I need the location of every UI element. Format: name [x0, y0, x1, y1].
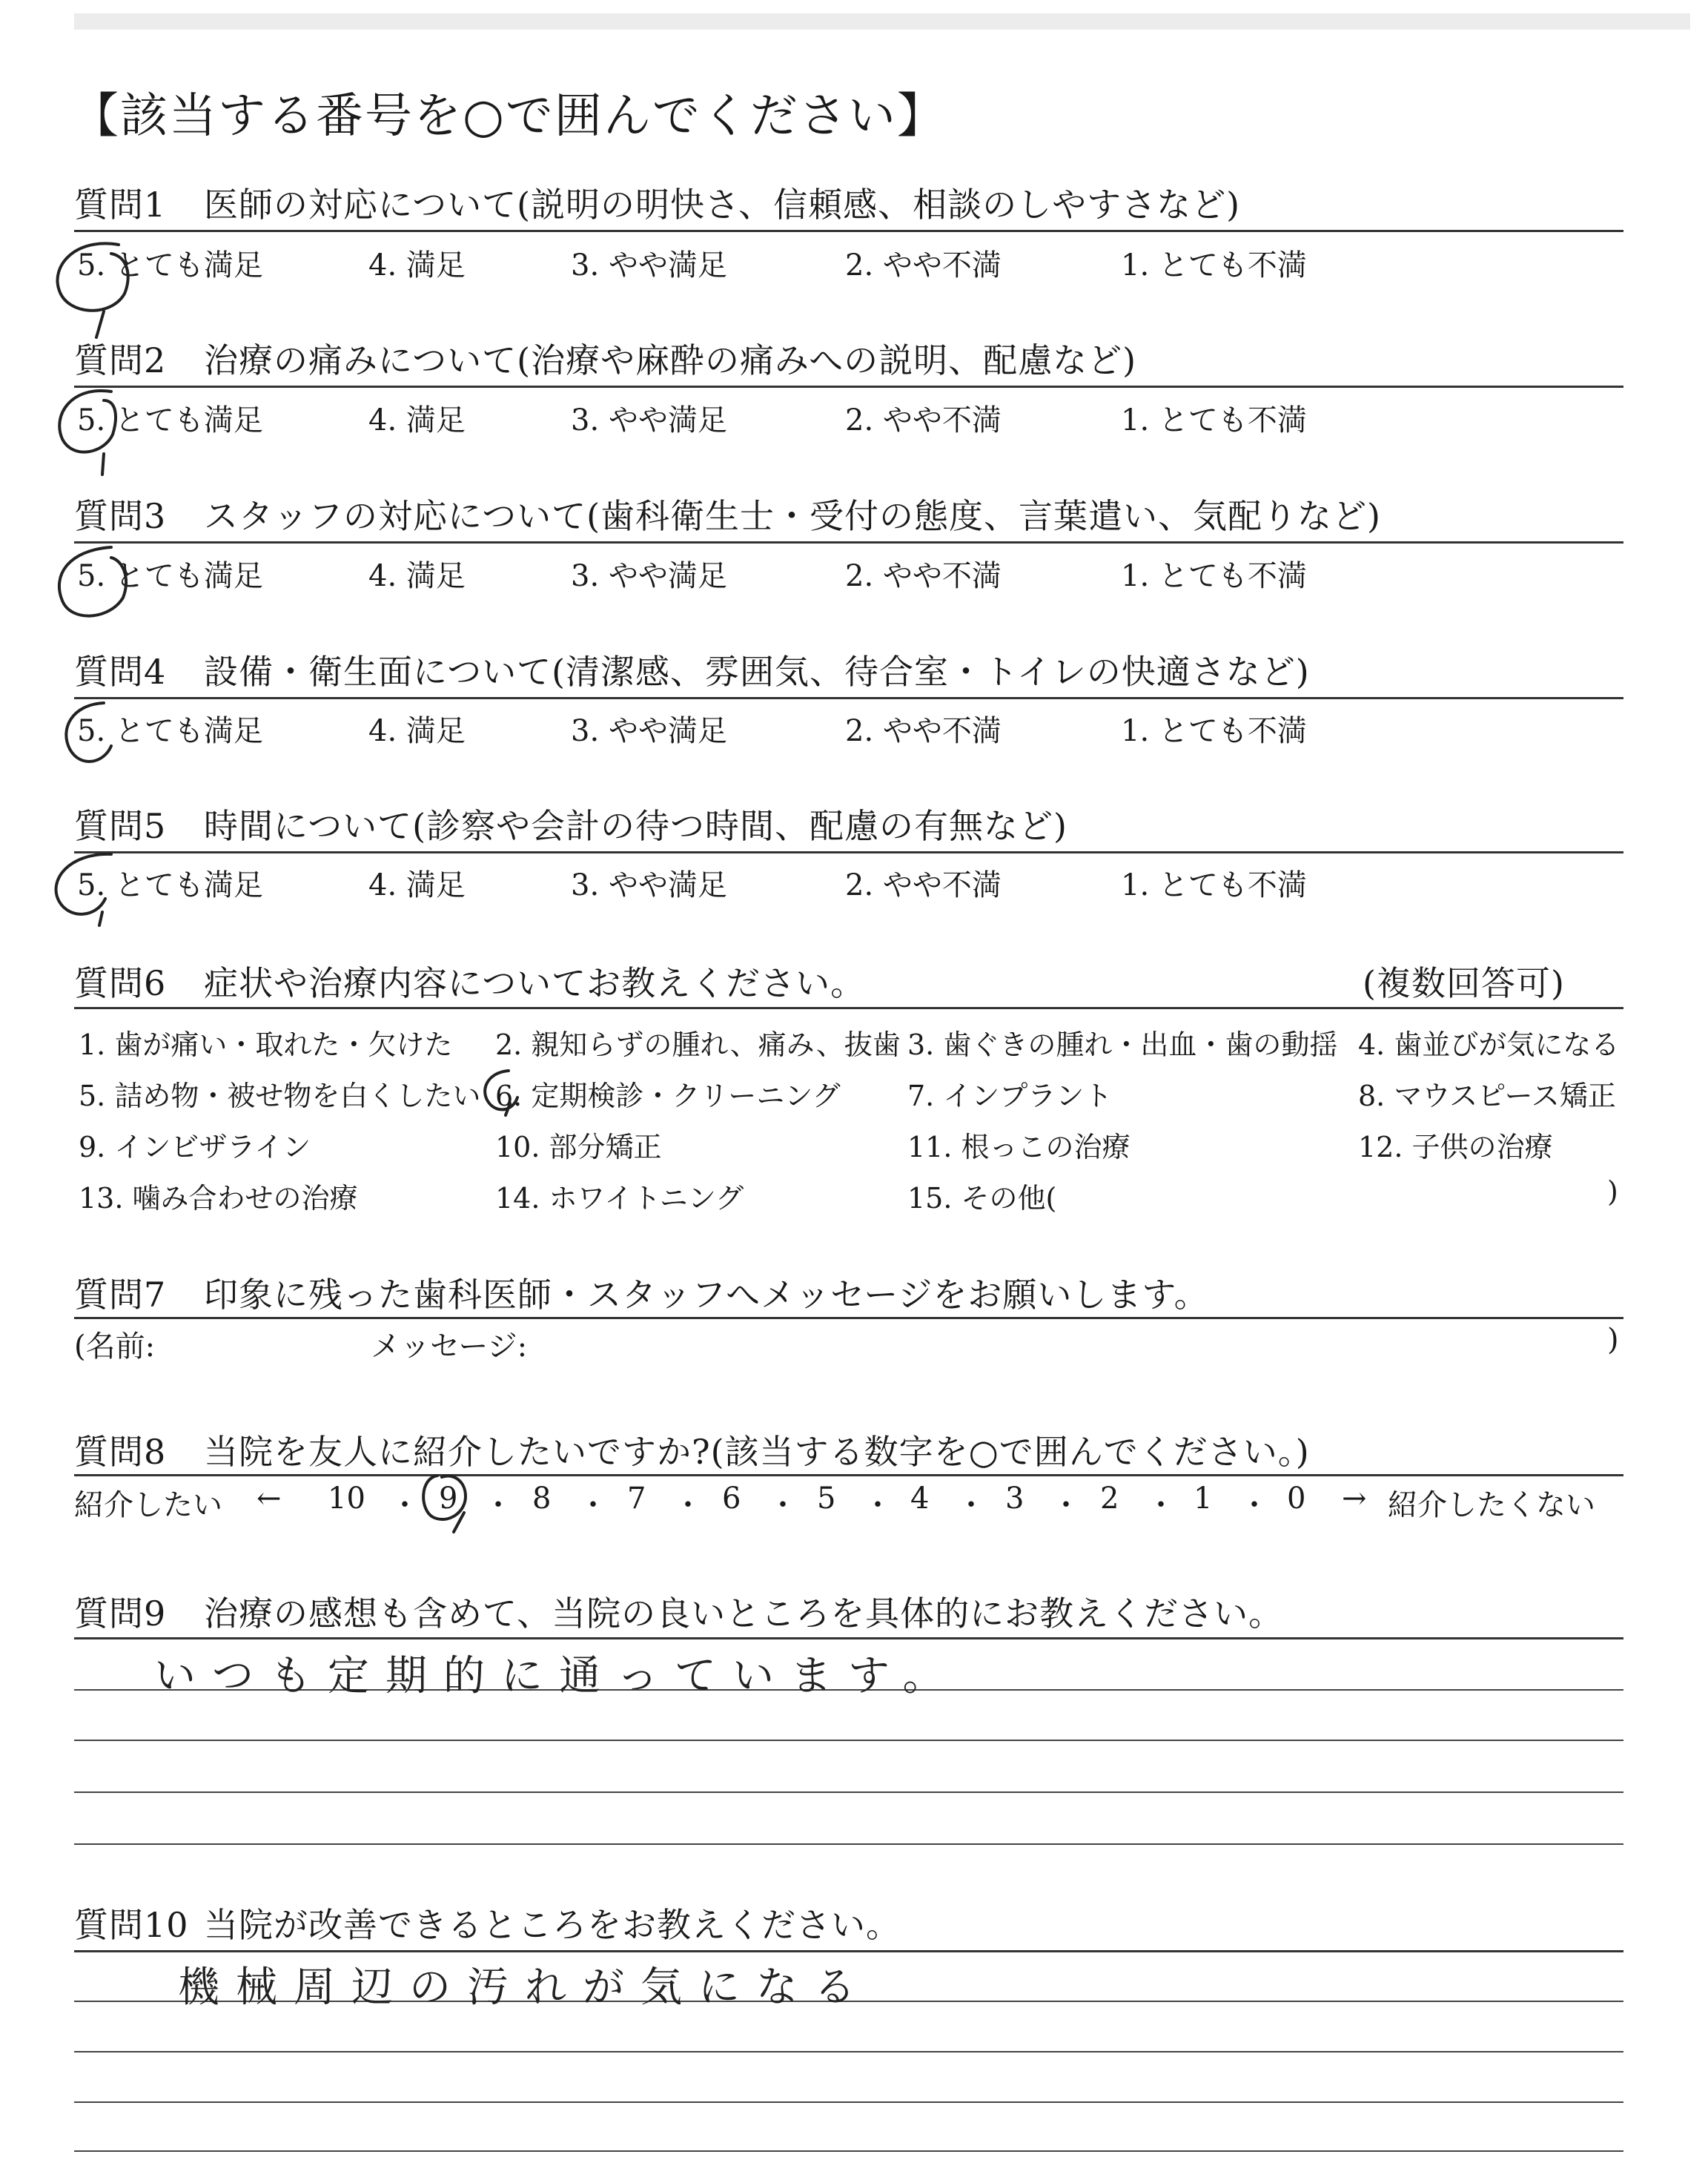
scale-value-4[interactable]: 4 — [910, 1482, 930, 1516]
q3-option-5[interactable]: 5. とても満足 — [77, 559, 263, 593]
q5-option-3[interactable]: 3. やや満足 — [571, 868, 727, 902]
q3-option-4[interactable]: 4. 満足 — [368, 559, 466, 593]
q2-option-2[interactable]: 2. やや不満 — [845, 403, 1002, 437]
recommend-left-label: 紹介したい — [74, 1488, 222, 1522]
scale-value-9[interactable]: 9 — [439, 1482, 458, 1516]
question-4-text: 設備・衛生面について(清潔感、雰囲気、待合室・トイレの快適さなど) — [204, 652, 1310, 692]
question-10-number: 質問10 — [74, 1905, 189, 1945]
question-7-number: 質問7 — [74, 1275, 167, 1315]
question-8-text: 当院を友人に紹介したいですか?(該当する数字を○で囲んでください。) — [204, 1432, 1310, 1472]
symptom-item-2[interactable]: 2. 親知らずの腫れ、痛み、抜歯 — [495, 1028, 901, 1061]
symptom-item-11[interactable]: 11. 根っこの治療 — [907, 1131, 1131, 1163]
selection-circle-mark — [59, 391, 116, 475]
left-arrow: ← — [256, 1482, 282, 1516]
scale-dot: ・ — [1146, 1488, 1176, 1522]
symptom-item-8[interactable]: 8. マウスピース矯正 — [1358, 1080, 1616, 1112]
symptom-item-6[interactable]: 6. 定期検診・クリーニング — [495, 1080, 841, 1112]
scale-value-5[interactable]: 5 — [817, 1482, 836, 1516]
q1-option-1[interactable]: 1. とても不満 — [1121, 248, 1307, 283]
selection-circle-mark — [423, 1476, 466, 1532]
q2-option-5[interactable]: 5. とても満足 — [77, 403, 263, 437]
q5-option-4[interactable]: 4. 満足 — [368, 868, 466, 902]
scale-value-7[interactable]: 7 — [627, 1482, 646, 1516]
q4-option-4[interactable]: 4. 満足 — [368, 714, 466, 748]
selection-circle-mark — [58, 243, 128, 337]
q5-option-1[interactable]: 1. とても不満 — [1121, 868, 1307, 902]
selection-circle-mark — [56, 854, 111, 925]
improvement-answer[interactable]: 機械周辺の汚れが気になる — [178, 1964, 872, 2012]
name-label: (名前: — [74, 1330, 156, 1364]
question-6-text: 症状や治療内容についてお教えください。 — [204, 963, 866, 1003]
q3-option-3[interactable]: 3. やや満足 — [571, 559, 727, 593]
selection-circle-mark — [59, 547, 126, 616]
symptom-item-3[interactable]: 3. 歯ぐきの腫れ・出血・歯の動揺 — [907, 1028, 1338, 1061]
q1-option-4[interactable]: 4. 満足 — [368, 248, 466, 283]
q1-option-3[interactable]: 3. やや満足 — [571, 248, 727, 283]
question-6-number: 質問6 — [74, 963, 167, 1003]
scale-dot: ・ — [1239, 1488, 1269, 1522]
good-points-answer[interactable]: いつも定期的に通っています。 — [154, 1652, 961, 1700]
scale-dot: ・ — [673, 1488, 703, 1522]
scale-dot: ・ — [768, 1488, 798, 1522]
scale-value-6[interactable]: 6 — [722, 1482, 741, 1516]
scale-value-0[interactable]: 0 — [1287, 1482, 1306, 1516]
question-3-text: スタッフの対応について(歯科衛生士・受付の態度、言葉遣い、気配りなど) — [204, 496, 1381, 536]
question-7-text: 印象に残った歯科医師・スタッフへメッセージをお願いします。 — [204, 1275, 1209, 1315]
question-9-number: 質問9 — [74, 1593, 167, 1634]
question-4-number: 質問4 — [74, 652, 167, 692]
question-1-text: 医師の対応について(説明の明快さ、信頼感、相談のしやすさなど) — [204, 185, 1241, 225]
question-2-number: 質問2 — [74, 340, 167, 380]
scale-dot: ・ — [578, 1488, 608, 1522]
symptom-item-15[interactable]: 15. その他( — [907, 1182, 1057, 1215]
question-10-text: 当院が改善できるところをお教えください。 — [204, 1905, 901, 1945]
question-5-text: 時間について(診察や会計の待つ時間、配慮の有無など) — [204, 806, 1068, 846]
q4-option-5[interactable]: 5. とても満足 — [77, 714, 263, 748]
page-title: 【該当する番号を○で囲んでください】 — [71, 89, 946, 144]
question-5-number: 質問5 — [74, 806, 167, 846]
scale-value-3[interactable]: 3 — [1005, 1482, 1025, 1516]
question-3-number: 質問3 — [74, 496, 167, 536]
message-label: メッセージ: — [371, 1330, 528, 1364]
symptom-item-9[interactable]: 9. インビザライン — [79, 1131, 311, 1163]
q5-option-5[interactable]: 5. とても満足 — [77, 868, 263, 902]
q2-option-3[interactable]: 3. やや満足 — [571, 403, 727, 437]
symptom-item-10[interactable]: 10. 部分矯正 — [495, 1131, 662, 1163]
selection-circle-mark — [66, 703, 111, 762]
selection-circle-mark — [485, 1071, 517, 1115]
q1-option-5[interactable]: 5. とても満足 — [77, 248, 263, 283]
right-arrow: → — [1342, 1482, 1367, 1516]
q2-option-1[interactable]: 1. とても不満 — [1121, 403, 1307, 437]
symptom-item-7[interactable]: 7. インプラント — [907, 1080, 1113, 1112]
q4-option-3[interactable]: 3. やや満足 — [571, 714, 727, 748]
scale-dot: ・ — [483, 1488, 513, 1522]
scale-dot: ・ — [390, 1488, 420, 1522]
question-8-number: 質問8 — [74, 1432, 167, 1472]
symptom-item-12[interactable]: 12. 子供の治療 — [1358, 1131, 1553, 1163]
scale-value-2[interactable]: 2 — [1100, 1482, 1119, 1516]
scale-dot: ・ — [863, 1488, 893, 1522]
scale-dot: ・ — [1051, 1488, 1081, 1522]
q3-option-1[interactable]: 1. とても不満 — [1121, 559, 1307, 593]
q4-option-1[interactable]: 1. とても不満 — [1121, 714, 1307, 748]
q5-option-2[interactable]: 2. やや不満 — [845, 868, 1002, 902]
symptom-item-14[interactable]: 14. ホワイトニング — [495, 1182, 744, 1215]
recommend-right-label: 紹介したくない — [1388, 1488, 1595, 1522]
scale-value-1[interactable]: 1 — [1194, 1482, 1213, 1516]
symptom-item-4[interactable]: 4. 歯並びが気になる — [1358, 1028, 1620, 1061]
symptom-other-close-paren: ) — [1607, 1175, 1618, 1208]
scale-value-8[interactable]: 8 — [532, 1482, 552, 1516]
q1-option-2[interactable]: 2. やや不満 — [845, 248, 1002, 283]
symptom-item-1[interactable]: 1. 歯が痛い・取れた・欠けた — [79, 1028, 453, 1061]
q4-option-2[interactable]: 2. やや不満 — [845, 714, 1002, 748]
question-9-text: 治療の感想も含めて、当院の良いところを具体的にお教えください。 — [204, 1593, 1284, 1634]
q3-option-2[interactable]: 2. やや不満 — [845, 559, 1002, 593]
question-6-note: (複数回答可) — [1363, 963, 1565, 1003]
question-1-number: 質問1 — [74, 185, 167, 225]
symptom-item-5[interactable]: 5. 詰め物・被せ物を白くしたい — [79, 1080, 481, 1112]
message-close-paren: ) — [1607, 1323, 1619, 1357]
symptom-item-13[interactable]: 13. 噛み合わせの治療 — [79, 1182, 358, 1215]
scale-dot: ・ — [956, 1488, 986, 1522]
question-2-text: 治療の痛みについて(治療や麻酔の痛みへの説明、配慮など) — [204, 340, 1137, 380]
scale-value-10[interactable]: 10 — [328, 1482, 365, 1516]
q2-option-4[interactable]: 4. 満足 — [368, 403, 466, 437]
